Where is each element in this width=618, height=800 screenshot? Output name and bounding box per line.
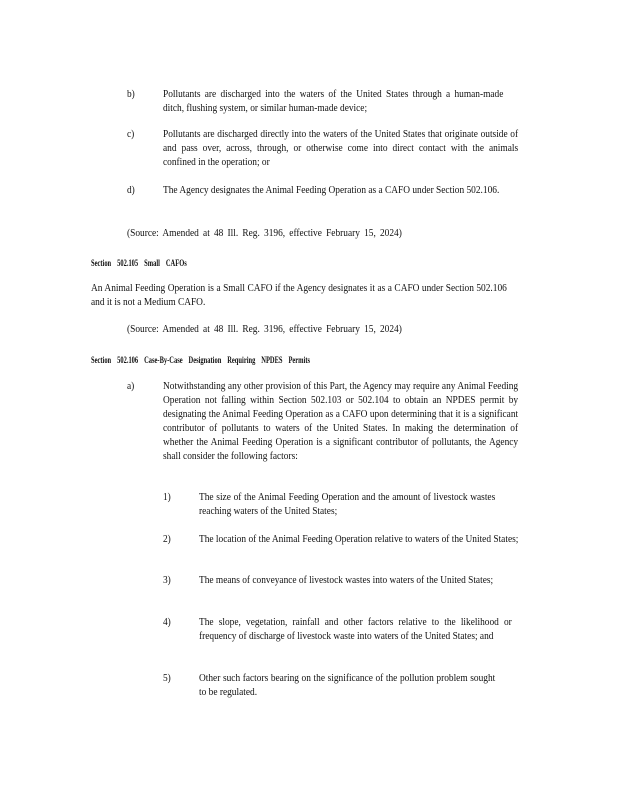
item-a-text: Notwithstanding any other provision of this Part, the Agency may require any Animal Feeding Operation not falling within Section 502.103 or 502.104 to obtain an NPDES permit by designating the Animal Feeding Operation as a CAFO upon determining that it is a significant contributor of pollutants to waters of the United States. In making the determination of whether the Animal Feeding Operation is a significant contributor of pollutants, the Agency shall consider the following factors: [163,381,519,462]
source-note-1: (Source: Amended at 48 Ill. Reg. 3196, effective February 15, 2024) [127,228,402,239]
item-a-label: a) [127,381,135,392]
item-d-label: d) [127,185,135,196]
section-502-105-heading: Section 502.105 Small CAFOs [91,258,187,268]
section-502-106-heading: Section 502.106 Case-By-Case Designation Requiring NPDES Permits [91,355,311,365]
item-c-label: c) [127,129,135,140]
factor-2-label: 2) [163,534,171,545]
factor-5-label: 5) [163,673,171,684]
item-d-text: The Agency designates the Animal Feeding Operation as a CAFO under Section 502.106. [163,185,500,196]
factor-2-text: The location of the Animal Feeding Operation relative to waters of the United States; [199,534,519,545]
factor-1-text: The size of the Animal Feeding Operation and the amount of livestock wastes reaching waters of the United States; [199,492,496,517]
item-b-text: Pollutants are discharged into the waters of the United States through a human-made ditch, flushing system, or similar human-made device; [163,89,504,114]
section-502-105-body: An Animal Feeding Operation is a Small CAFO if the Agency designates it as a CAFO under Section 502.106 and it is not a Medium CAFO. [91,283,507,308]
item-c-text: Pollutants are discharged directly into the waters of the United States that originate outside of and pass over, across, through, or otherwise come into direct contact with the animals confined in the operation; or [163,129,519,168]
factor-4-text: The slope, vegetation, rainfall and other factors relative to the likelihood or frequency of discharge of livestock waste into waters of the United States; and [199,617,512,642]
factor-3-text: The means of conveyance of livestock wastes into waters of the United States; [199,575,494,586]
factor-4-label: 4) [163,617,171,628]
item-b-label: b) [127,89,135,100]
factor-5-text: Other such factors bearing on the significance of the pollution problem sought to be regulated. [199,673,496,698]
factor-3-label: 3) [163,575,171,586]
factor-1-label: 1) [163,492,171,503]
source-note-2: (Source: Amended at 48 Ill. Reg. 3196, effective February 15, 2024) [127,324,402,335]
